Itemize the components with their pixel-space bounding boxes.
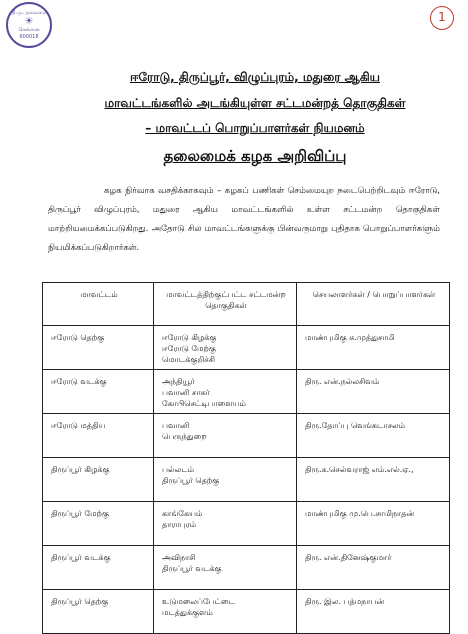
table-header-row: [43, 283, 450, 326]
constituencies-cell: [154, 326, 297, 370]
header-secretaries: செயலாளர்கள் / பொறுப்பாளர்கள்: [297, 283, 450, 326]
secretary-cell: மாண்புமிகு மு.பெ.சாமிநாதன்: [297, 502, 450, 546]
constituency-name: அவிநாசி: [162, 553, 196, 562]
constituency-name: பெருந்துறை: [162, 432, 207, 441]
constituency-name: மடத்துக்குளம்: [162, 608, 213, 617]
announcement-paragraph: [48, 182, 440, 258]
secretary-cell: திரு.தோப்பு வெங்கடாசலம்: [297, 414, 450, 458]
appointments-table: [42, 282, 450, 634]
constituency-name: மொடக்குறிச்சி: [162, 355, 215, 364]
constituency-name: தாராபுரம்: [162, 520, 197, 529]
sun-icon: ☀: [24, 15, 34, 27]
header-district: மாவட்டம்: [43, 283, 154, 326]
constituencies-cell: [154, 590, 297, 634]
page-number: 1: [430, 6, 454, 30]
table-body: [43, 326, 450, 634]
table-row: [43, 370, 450, 414]
constituency-name: பல்லடம்: [162, 465, 195, 474]
secretary-cell: திரு. என்.தினேஷ்குமார்: [297, 546, 450, 590]
heading-line-2: மாவட்டங்களில் அடங்கியுள்ள சட்டமன்றத் தொகுதிகள்: [104, 96, 406, 110]
constituency-name: திருப்பூர் தெற்கு: [162, 476, 220, 485]
constituencies-cell: [154, 414, 297, 458]
paragraph-text: கழக நிர்வாக வசதிக்காகவும் – கழகப் பணிகள் செம்மையுற நடைபெற்றிடவும் ஈரோடு, திருப்பூர் விழுப்புரம், மதுரை ஆகிய மாவட்டங்களில் உள்ள சட்டமன்ற தொகுதிகள் மாற்றியமைக்கப்படுகிறது. அதோடு சில மாவட்டங்களுக்கு பின்வருமாறு புதிதாக பொறுப்பாளர்களும் நியமிக்கப்படுகிறார்கள்.: [48, 186, 440, 253]
secretary-cell: திரு. என்.நல்லசிவம்: [297, 370, 450, 414]
secretary-cell: திரு. இல. பத்மநாபன்: [297, 590, 450, 634]
constituency-name: ஈரோடு மேற்கு: [162, 344, 216, 353]
stamp-line-1: தி.மு. தலைமை: [11, 9, 47, 16]
table-row: [43, 458, 450, 502]
heading-line-1: ஈரோடு, திருப்பூர், விழுப்புரம், மதுரை ஆகிய: [130, 70, 380, 84]
table-row: [43, 502, 450, 546]
constituency-name: பவானி: [162, 421, 190, 430]
stamp-line-2: சென்னை: [18, 26, 40, 33]
secretary-cell: மாண்புமிகு சு.முத்துசாமி: [297, 326, 450, 370]
constituency-name: அந்தியூர்: [162, 377, 195, 386]
office-seal-stamp: [6, 2, 52, 48]
table-row: [43, 414, 450, 458]
constituencies-cell: [154, 546, 297, 590]
notice-title: தலைமைக் கழக அறிவிப்பு: [163, 147, 347, 165]
constituencies-cell: [154, 370, 297, 414]
heading-line-3: – மாவட்டப் பொறுப்பாளர்கள் நியமனம்: [145, 121, 365, 135]
district-cell: திருப்பூர் தெற்கு: [43, 590, 154, 634]
table-row: [43, 590, 450, 634]
district-cell: ஈரோடு மத்திய: [43, 414, 154, 458]
table-row: [43, 326, 450, 370]
district-cell: திருப்பூர் கிழக்கு: [43, 458, 154, 502]
secretary-cell: திரு.க.செல்வராஜ் எம்.எல்.ஏ.,: [297, 458, 450, 502]
district-cell: திருப்பூர் மேற்கு: [43, 502, 154, 546]
constituency-name: காங்கேயம்: [162, 509, 203, 518]
constituency-name: பவானி சாகர்: [162, 388, 210, 397]
constituencies-cell: [154, 502, 297, 546]
constituencies-cell: [154, 458, 297, 502]
stamp-line-3: 600018: [19, 33, 39, 40]
table-row: [43, 546, 450, 590]
constituency-name: திருப்பூர் வடக்கு: [162, 564, 222, 573]
constituency-name: உடுமலைப்பேட்டை: [162, 597, 235, 606]
district-cell: திருப்பூர் வடக்கு: [43, 546, 154, 590]
header-constituencies: மாவட்டத்திற்குட்பட்ட சட்டமன்ற தொகுதிகள்: [154, 283, 297, 326]
district-cell: ஈரோடு தெற்கு: [43, 326, 154, 370]
constituency-name: கோபிசெட்டிபாளையம்: [162, 399, 246, 408]
constituency-name: ஈரோடு கிழக்கு: [162, 333, 217, 342]
district-cell: ஈரோடு வடக்கு: [43, 370, 154, 414]
